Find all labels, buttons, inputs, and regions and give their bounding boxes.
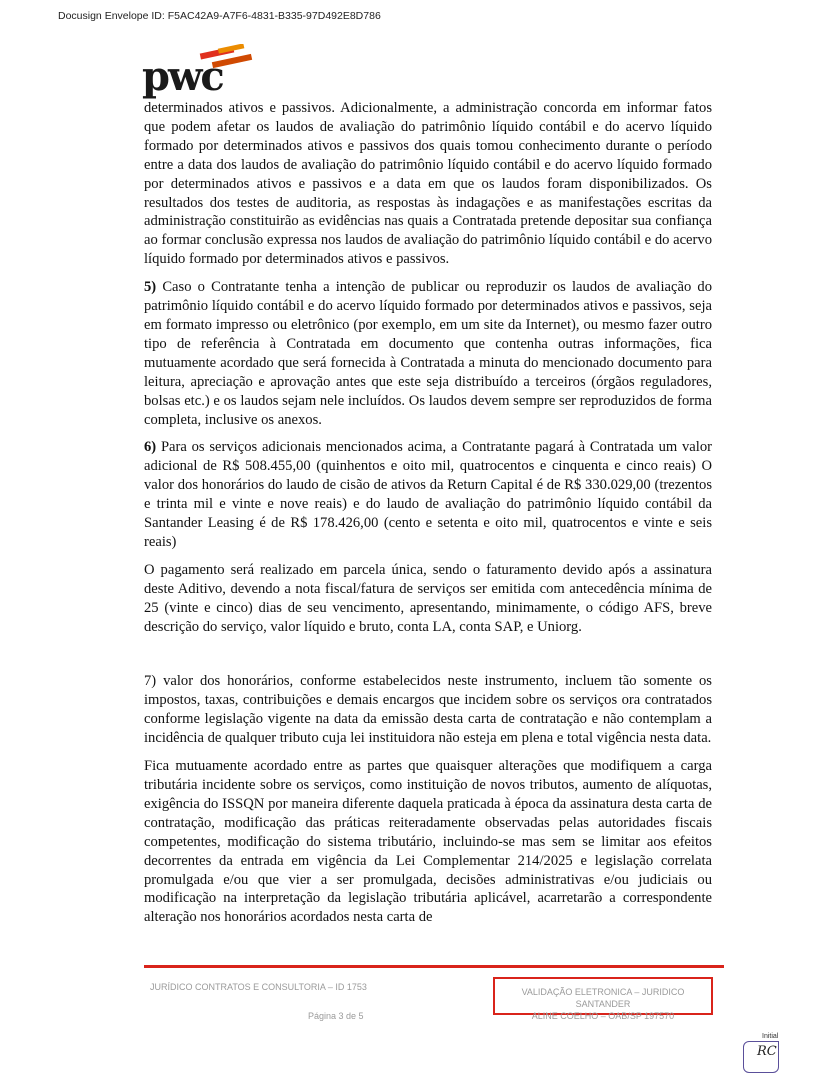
clause-number-6: 6) [144, 439, 157, 456]
paragraph-7: 7) valor dos honorários, conforme estabelecidos neste instrumento, incluem tão somente os impostos, taxas, contribuições e demais encargos que incidem sobre os serviços ora contratados conforme legislação vigente na data da emissão desta carta de contratação e não contemplam a incidência de qualquer tributo cuja lei instituidora não esteja em plena e total vigência nesta data. [144, 673, 712, 747]
paragraph-payment: O pagamento será realizado em parcela única, sendo o faturamento devido após a assinatura deste Aditivo, devendo a nota fiscal/fatura de serviços ser emitida com antecedência mínima de 25 (vinte e cinco) dias de seu vencimento, apresentando, minimamente, o código AFS, breve descrição do serviço, valor líquido e bruto, conta LA, conta SAP, e Uniorg. [144, 561, 712, 635]
validation-stamp [493, 977, 713, 1021]
paragraph-6: 6) Para os serviços adicionais mencionados acima, a Contratante pagará à Contratada um valor adicional de R$ 508.455,00 (quinhentos e oito mil, quatrocentos e cinquenta e cinco reais) O valor dos honorários do laudo de cisão de ativos da Return Capital é de R$ 330.029,00 (trezentos e trinta mil e vinte e nove reais) e do laudo de avaliação do patrimônio líquido contábil da Santander Leasing é de R$ 178.426,00 (cento e setenta e oito mil, quatrocentos e vinte e seis reais) [144, 439, 712, 550]
pwc-logo-text: pwc [142, 53, 223, 100]
docusign-envelope-id: Docusign Envelope ID: F5AC42A9-A7F6-4831-B335-97D492E8D786 [58, 10, 381, 22]
page-number: Página 3 de 5 [308, 1011, 364, 1021]
paragraph-1: determinados ativos e passivos. Adicionalmente, a administração concorda em informar fatos que podem afetar os laudos de avaliação do patrimônio líquido contábil e do acervo líquido formado por determinados ativos e passivos dos quais tomou conhecimento durante o período entre a data dos laudos de avaliação do patrimônio líquido contábil e do acervo líquido formado por determinados ativos e passivos e a data em que os laudos foram disponibilizados. Os resultados dos testes de auditoria, as respostas às indagações e as manifestações escritas da administração constituirão as evidências nas quais a Contratada pretende depositar sua confiança ao formar conclusão expressa nos laudos de avaliação do patrimônio líquido contábil e do acervo líquido formado por determinados ativos e passivos. [144, 100, 712, 268]
clause-number-5: 5) [144, 279, 157, 296]
pwc-logo [142, 44, 254, 104]
initial-value: RC [757, 1044, 777, 1059]
footer-department: JURÍDICO CONTRATOS E CONSULTORIA – ID 1753 [150, 982, 367, 992]
validation-line-1: VALIDAÇÃO ELETRONICA – JURIDICO SANTANDER [521, 987, 685, 1009]
footer-divider [144, 965, 724, 968]
document-body [144, 99, 712, 936]
paragraph-5: 5) Caso o Contratante tenha a intenção de publicar ou reproduzir os laudos de avaliação do patrimônio líquido contábil e do acervo líquido formado por determinados ativos e passivos, seja em formato impresso ou eletrônico (por exemplo, em um site da Internet), ou mesmo fazer outro tipo de referência à Contratada em documento que contenha outras informações, fica mutuamente acordado que será fornecida à Contratada a minuta do mencionado documento para leitura, apreciação e aprovação antes que este seja distribuído a terceiros (órgãos reguladores, bolsas etc.) e os laudos sejam nele incluídos. Os laudos devem sempre ser reproduzidos de forma completa, inclusive os anexos. [144, 279, 712, 428]
paragraph-tax: Fica mutuamente acordado entre as partes que quaisquer alterações que modifiquem a carga tributária incidente sobre os serviços, como instituição de novos tributos, aumento de alíquotas, exigência do ISSQN por maneira diferente daquela praticada à época da assinatura desta carta de contratação, modificação das práticas reiteradamente observadas pelas autoridades fiscais competentes, modificação do sistema tributário, incluindo-se mas sem se limitar aos efeitos decorrentes da entrada em vigência da Lei Complementar 214/2025 e legislação correlata promulgada e/ou que vier a ser promulgada, decisões administrativas e/ou judiciais ou modificação na interpretação da legislação tributária aplicável, acarretarão a correspondente alteração nos honorários acordados nesta carta de [144, 758, 712, 926]
initial-label: Initial [762, 1033, 779, 1040]
validation-line-2: ALINE COELHO – OAB/SP 197570 [531, 1011, 675, 1021]
